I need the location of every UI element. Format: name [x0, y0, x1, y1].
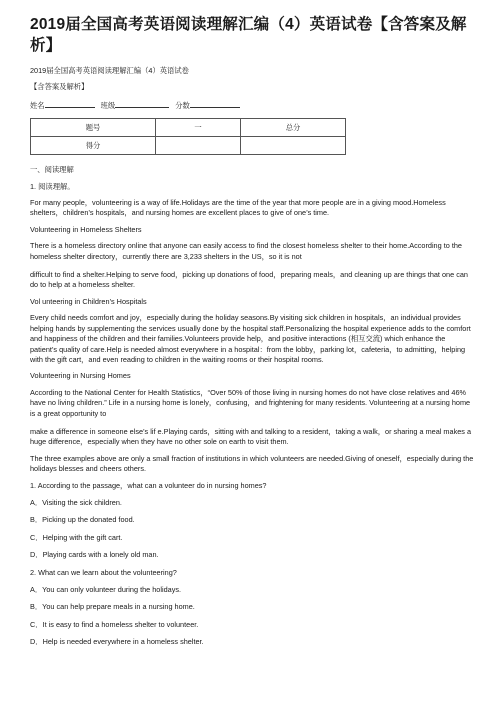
passage-heading-shelters: Volunteering in Homeless Shelters: [30, 224, 142, 234]
document-subtitle: 2019届全国高考英语阅读理解汇编（4）英语试卷: [30, 66, 189, 75]
question-2-option-d[interactable]: D．Help is needed everywhere in a homeless shelter.: [30, 637, 204, 647]
header-question-number: 题号: [31, 119, 156, 137]
answer-note: 【含答案及解析】: [30, 82, 89, 92]
score-table-header-row: [31, 119, 346, 137]
passage-heading-nursing-homes: Volunteering in Nursing Homes: [30, 371, 131, 381]
question-1-stem: 1. According to the passage，what can a volunteer do in nursing homes?: [30, 480, 267, 490]
question-2-option-b[interactable]: B．You can help prepare meals in a nursing home.: [30, 602, 195, 612]
score-cell-total[interactable]: [241, 137, 346, 155]
class-label: 班级: [100, 100, 116, 110]
passage-paragraph: Every child needs comfort and joy，especially during the holiday seasons.By visiting sick children in hospitals，an individual provides helping hands by supplementing the services usually done by the hospital staff.Personalizing the hospital experience adds to the comfort and happiness of the children and their families.Volunteers provide help，and positive interactions (相互交流) which enhance the patient’s quality of care.Help is needed almost everywhere in a hospital：from the lobby，parking lot，cafeteria，to admitting，helping with the gift cart，and even reading to children in the waiting rooms or their hospital rooms.: [30, 313, 471, 364]
header-section-one: 一: [156, 119, 241, 137]
question-2-stem: 2. What can we learn about the volunteering?: [30, 567, 177, 577]
question-2-option-c[interactable]: C．It is easy to find a homeless shelter to volunteer.: [30, 619, 199, 629]
header-total: 总分: [241, 119, 346, 137]
score-cell-section-one[interactable]: [156, 137, 241, 155]
passage-paragraph: According to the National Center for Health Statistics，“Over 50% of those living in nursing homes do not have close relatives and 46% have no living children.” Life in a nursing home is lonely，confusing，and frightening for many residents. Volunteering at a nursing home is a great opportunity to: [30, 387, 471, 418]
passage-paragraph: There is a homeless directory online that anyone can easily access to find the closest homeless shelter to their home.According to the homeless shelter directory，currently there are 3,233 shelters in the US，so it is not: [30, 241, 462, 261]
question-label: 1. 阅读理解。: [30, 181, 75, 191]
row-label-score: 得分: [31, 137, 156, 155]
score-blank[interactable]: [190, 99, 240, 108]
score-label: 分数: [175, 100, 190, 110]
section-heading: 一、阅读理解: [30, 165, 74, 175]
question-1-option-c[interactable]: C．Helping with the gift cart.: [30, 532, 123, 542]
question-1-option-b[interactable]: B．Picking up the donated food.: [30, 515, 135, 525]
score-table-row: [31, 137, 346, 155]
class-blank[interactable]: [115, 99, 169, 108]
student-info-line: [30, 99, 474, 111]
document-title: 2019届全国高考英语阅读理解汇编（4）英语试卷【含答案及解析】: [30, 16, 467, 54]
passage-paragraph: make a difference in someone else’s lif e.Playing cards，sitting with and talking to a resident，taking a walk，or sharing a meal makes a huge difference，especially when they have no other sole on earth to visit them.: [30, 426, 472, 447]
question-1-option-d[interactable]: D．Playing cards with a lonely old man.: [30, 550, 159, 560]
passage-intro: For many people，volunteering is a way of life.Holidays are the time of the year that more people are in a giving mood.Homeless shelters，children’s hospitals，and nursing homes are excellent places to give of one’s time.: [30, 198, 446, 218]
name-blank[interactable]: [45, 99, 95, 108]
question-2-option-a[interactable]: A．You can only volunteer during the holidays.: [30, 585, 182, 594]
passage-paragraph: difficult to find a shelter.Helping to serve food，picking up donations of food，preparing meals，and cleaning up are things that one can do to help at a homeless shelter.: [30, 270, 468, 290]
passage-heading-hospitals: Vol unteering in Children’s Hospitals: [30, 296, 147, 306]
question-1-option-a[interactable]: A．Visiting the sick children.: [30, 497, 122, 507]
passage-conclusion: The three examples above are only a small fraction of institutions in which volunteers are needed.Giving of oneself，especially during the holidays blesses and cheers others.: [30, 453, 474, 474]
name-label: 姓名: [30, 100, 45, 110]
score-table: [30, 118, 346, 155]
